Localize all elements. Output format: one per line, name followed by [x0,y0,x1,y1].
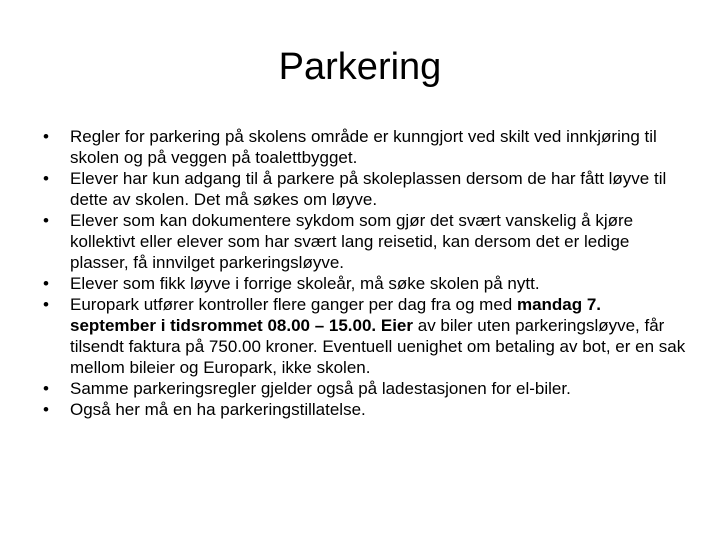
bullet-list [36,126,686,420]
bullet-text: Elever som fikk løyve i forrige skoleår, må søke skolen på nytt. [70,274,540,293]
bullet-marker: • [43,211,49,230]
bullet-marker: • [43,295,49,314]
bullet-item-4 [36,273,686,294]
bullet-item-7 [36,399,686,420]
bullet-text-part2: av biler uten parkeringsløyve, får tilsendt faktura på 750.00 kroner. Eventuell uenighet om betaling av bot, er en sak mellom bileier og Europark, ikke skolen. [70,316,686,377]
bullet-text: Også her må en ha parkeringstillatelse. [70,400,366,419]
bullet-marker: • [43,169,49,188]
bullet-text-part1: Europark utfører kontroller flere ganger per dag fra og med [70,295,517,314]
bullet-text: Elever som kan dokumentere sykdom som gjør det svært vanskelig å kjøre kollektivt eller elever som har svært lang reisetid, kan dersom det er ledige plasser, få innvilget parkeringsløyve. [70,211,634,272]
bullet-item-6 [36,378,686,399]
bullet-text: Samme parkeringsregler gjelder også på ladestasjonen for el-biler. [70,379,571,398]
slide-title: Parkering [278,46,442,88]
bullet-marker: • [43,400,49,419]
bullet-marker: • [43,274,49,293]
bullet-item-1 [36,126,686,168]
bullet-item-5 [36,294,686,378]
bullet-text: Elever har kun adgang til å parkere på skoleplassen dersom de har fått løyve til dette av skolen. Det må søkes om løyve. [70,169,667,209]
bullet-item-2 [36,168,686,210]
bullet-marker: • [43,127,49,146]
bullet-item-3 [36,210,686,273]
bullet-marker: • [43,379,49,398]
bullet-text-bold: mandag 7. september i tidsrommet 08.00 – 15.00. Eier [70,295,602,335]
bullet-text: Regler for parkering på skolens område er kunngjort ved skilt ved innkjøring til skolen og på veggen på toalettbygget. [70,127,657,167]
